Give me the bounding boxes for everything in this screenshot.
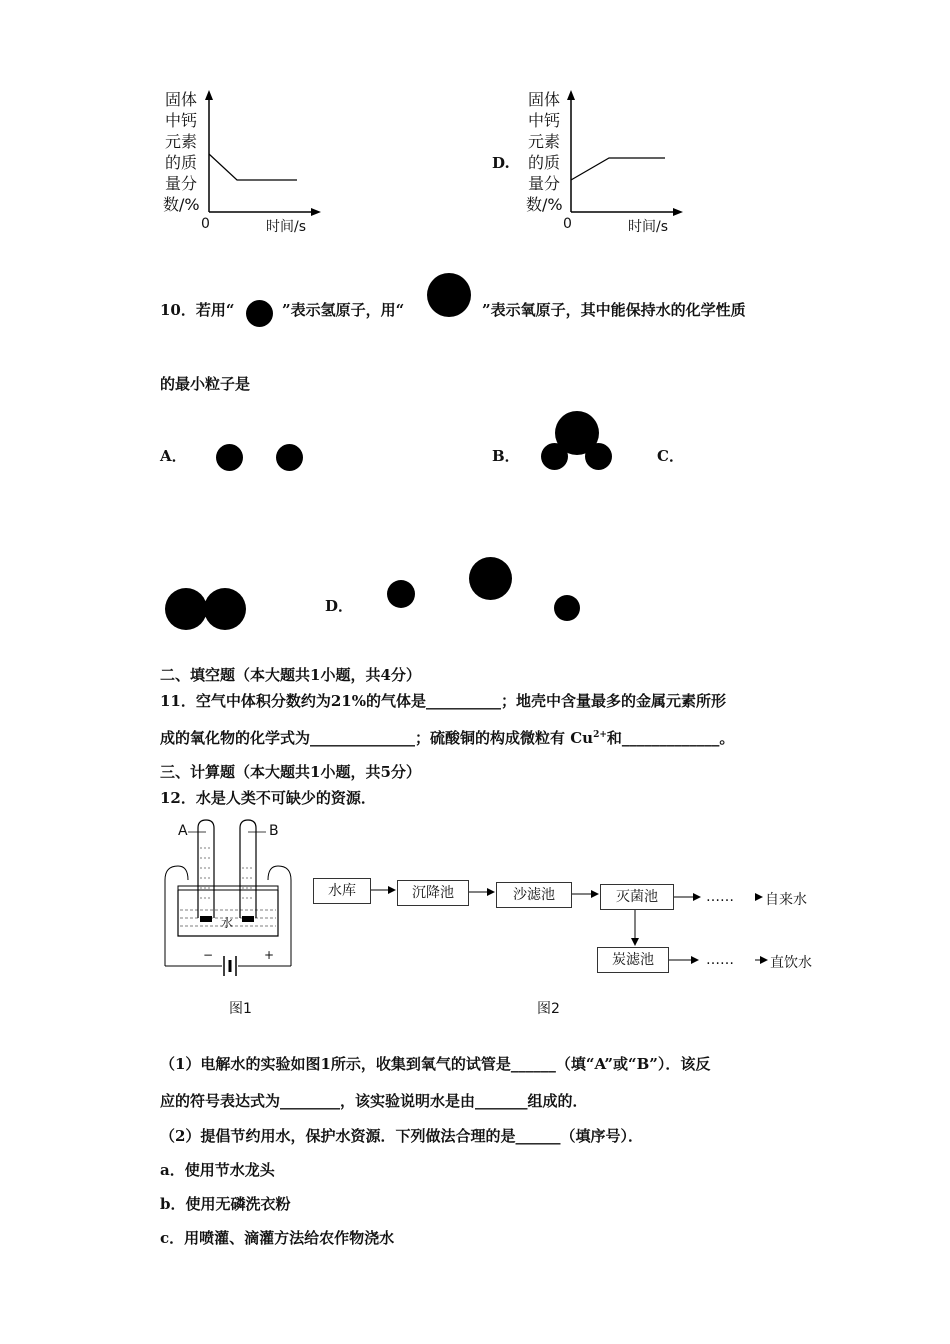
- q10-text-3: ”表示氧原子，其中能保持水的化学性质: [482, 301, 746, 319]
- graph-d-origin: 0: [563, 216, 572, 232]
- option-d-oxygen-icon: [469, 557, 512, 600]
- dots-2: ……: [706, 952, 734, 968]
- graph-d-ylabel: 固体 中钙 元素 的质 量分 数/%: [526, 90, 563, 214]
- graph-d-line: [571, 158, 665, 180]
- graph-c-xlabel: 时间/s: [266, 219, 307, 235]
- tap-water-label: 自来水: [765, 892, 807, 908]
- drinking-water-label: 直饮水: [770, 955, 812, 971]
- q12-part1-line2: 应的符号表达式为________，该实验说明水是由_______组成的．: [160, 1092, 588, 1110]
- option-b-hydrogen-2-icon: [585, 443, 612, 470]
- q12-option-c: c．用喷灌、滴灌方法给农作物浇水: [160, 1229, 395, 1247]
- carbon-filter-box: 炭滤池: [597, 947, 669, 973]
- q12-option-a: a．使用节水龙头: [160, 1161, 275, 1179]
- graph-c-line: [209, 154, 297, 180]
- q10-option-d-label: D．: [325, 597, 354, 615]
- reservoir-box: 水库: [313, 878, 371, 904]
- option-d-hydrogen-1-icon: [387, 580, 415, 608]
- figure-1-caption: 图1: [229, 1001, 252, 1017]
- sand-filter-box: 沙滤池: [496, 882, 572, 908]
- section-2-heading: 二、填空题（本大题共1小题，共4分）: [160, 666, 421, 684]
- graph-c-origin: 0: [201, 216, 210, 232]
- q10-option-c-label: C．: [657, 447, 684, 465]
- q12-intro: 12．水是人类不可缺少的资源．: [160, 789, 376, 807]
- tube-a-label: A: [178, 823, 188, 839]
- dots-1: ……: [706, 889, 734, 905]
- oxygen-atom-icon: [427, 273, 471, 317]
- tube-b-label: B: [269, 823, 279, 839]
- graph-d-axes: [557, 88, 687, 223]
- electrolysis-diagram: [160, 818, 300, 988]
- q12-option-b: b．使用无磷洗衣粉: [160, 1195, 291, 1213]
- sterilize-box: 灭菌池: [600, 884, 674, 910]
- q10-option-a-label: A．: [160, 447, 187, 465]
- negative-terminal: −: [203, 948, 214, 962]
- q11-line-1: 11．空气中体积分数约为21%的气体是__________；地壳中含量最多的金属元素所形: [160, 692, 727, 710]
- graph-d-option: D.: [492, 154, 510, 172]
- q10-text-1: 10．若用“: [160, 301, 235, 319]
- q10-text-2: ”表示氢原子，用“: [282, 301, 405, 319]
- option-c-oxygen-2-icon: [204, 588, 246, 630]
- sediment-box: 沉降池: [397, 880, 469, 906]
- option-c-oxygen-1-icon: [165, 588, 207, 630]
- section-3-heading: 三、计算题（本大题共1小题，共5分）: [160, 763, 421, 781]
- graph-d-xlabel: 时间/s: [628, 219, 669, 235]
- water-label: 水: [221, 916, 234, 930]
- positive-terminal: +: [264, 948, 275, 962]
- graph-c-axes: [195, 88, 325, 223]
- hydrogen-atom-icon: [246, 300, 273, 327]
- option-a-atom-1-icon: [216, 444, 243, 471]
- graph-c-ylabel: 固体 中钙 元素 的质 量分 数/%: [163, 90, 200, 214]
- q12-part2: （2）提倡节约用水，保护水资源．下列做法合理的是______（填序号）．: [160, 1127, 643, 1145]
- q11-line-2: 成的氧化物的化学式为______________；硫酸铜的构成微粒有 $Cu^{2+}$和_____________。: [160, 729, 735, 747]
- q10-option-b-label: B．: [492, 447, 520, 465]
- q12-part1-line1: （1）电解水的实验如图1所示，收集到氧气的试管是______（填“A”或“B”）．该反: [160, 1055, 711, 1073]
- q10-text-4: 的最小粒子是: [160, 375, 251, 393]
- option-d-hydrogen-2-icon: [554, 595, 580, 621]
- figure-2-caption: 图2: [537, 1001, 560, 1017]
- option-a-atom-2-icon: [276, 444, 303, 471]
- option-b-hydrogen-1-icon: [541, 443, 568, 470]
